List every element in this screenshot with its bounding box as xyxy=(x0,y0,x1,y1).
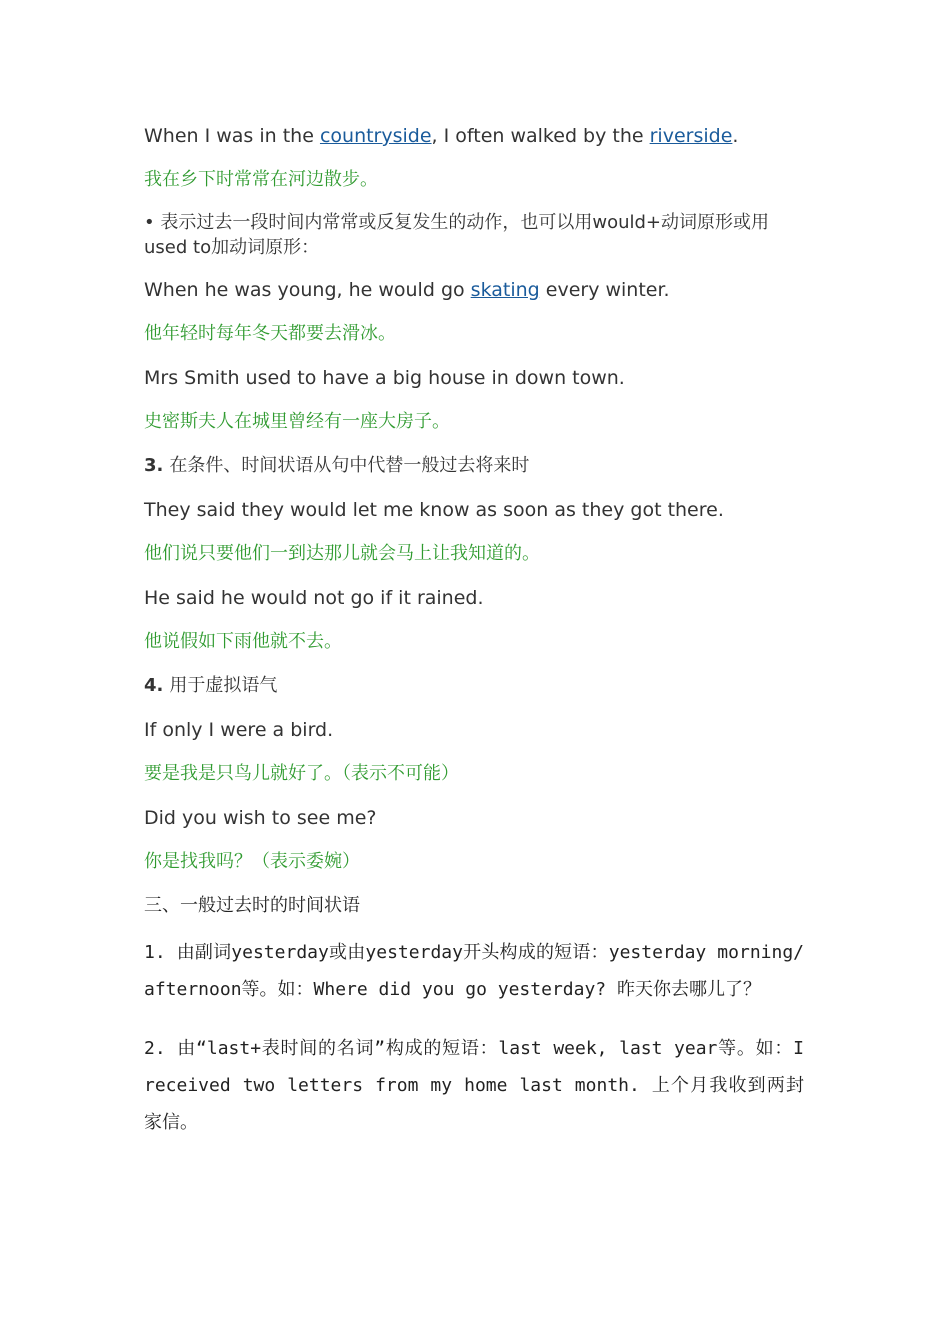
example-translation: 要是我是只鸟儿就好了。（表示不可能） xyxy=(144,763,459,784)
link-countryside[interactable]: countryside xyxy=(319,125,432,147)
example-translation: 史密斯夫人在城里曾经有一座大房子。 xyxy=(144,411,450,432)
example-sentence: He said he would not go if it rained. xyxy=(144,587,484,609)
example-sentence: When he was young, he would go skating every winter. xyxy=(144,279,670,301)
link-skating[interactable]: skating xyxy=(470,279,540,301)
paragraph: 2. 由“last+表时间的名词”构成的短语：last week, last year等。如：I received two letters from my home last month. 上个月我收到两封家信。 xyxy=(144,1038,804,1133)
example-sentence: Did you wish to see me? xyxy=(144,807,377,829)
example-translation: 他说假如下雨他就不去。 xyxy=(144,631,342,652)
usage-note: • 表示过去一段时间内常常或反复发生的动作，也可以用would+动词原形或用used to加动词原形： xyxy=(144,212,770,258)
example-sentence: When I was in the countryside, I often walked by the riverside. xyxy=(144,125,739,147)
example-translation: 你是找我吗？（表示委婉） xyxy=(144,851,360,872)
example-translation: 我在乡下时常常在河边散步。 xyxy=(144,169,378,190)
section-title: 三、一般过去时的时间状语 xyxy=(144,895,360,916)
example-sentence: If only I were a bird. xyxy=(144,719,334,741)
example-sentence: They said they would let me know as soon as they got there. xyxy=(144,499,724,521)
example-translation: 他年轻时每年冬天都要去滑冰。 xyxy=(144,323,396,344)
link-riverside[interactable]: riverside xyxy=(649,125,733,147)
usage-heading: 4. 用于虚拟语气 xyxy=(144,675,278,696)
example-sentence: Mrs Smith used to have a big house in down town. xyxy=(144,367,625,389)
bullet-icon: • xyxy=(144,212,155,233)
usage-heading: 3. 在条件、时间状语从句中代替一般过去将来时 xyxy=(144,455,530,476)
paragraph: 1. 由副词yesterday或由yesterday开头构成的短语：yesterday morning/ afternoon等。如：Where did you go yesterday? 昨天你去哪儿了？ xyxy=(144,942,804,1000)
example-translation: 他们说只要他们一到达那儿就会马上让我知道的。 xyxy=(144,543,540,564)
document-body xyxy=(144,122,804,1163)
